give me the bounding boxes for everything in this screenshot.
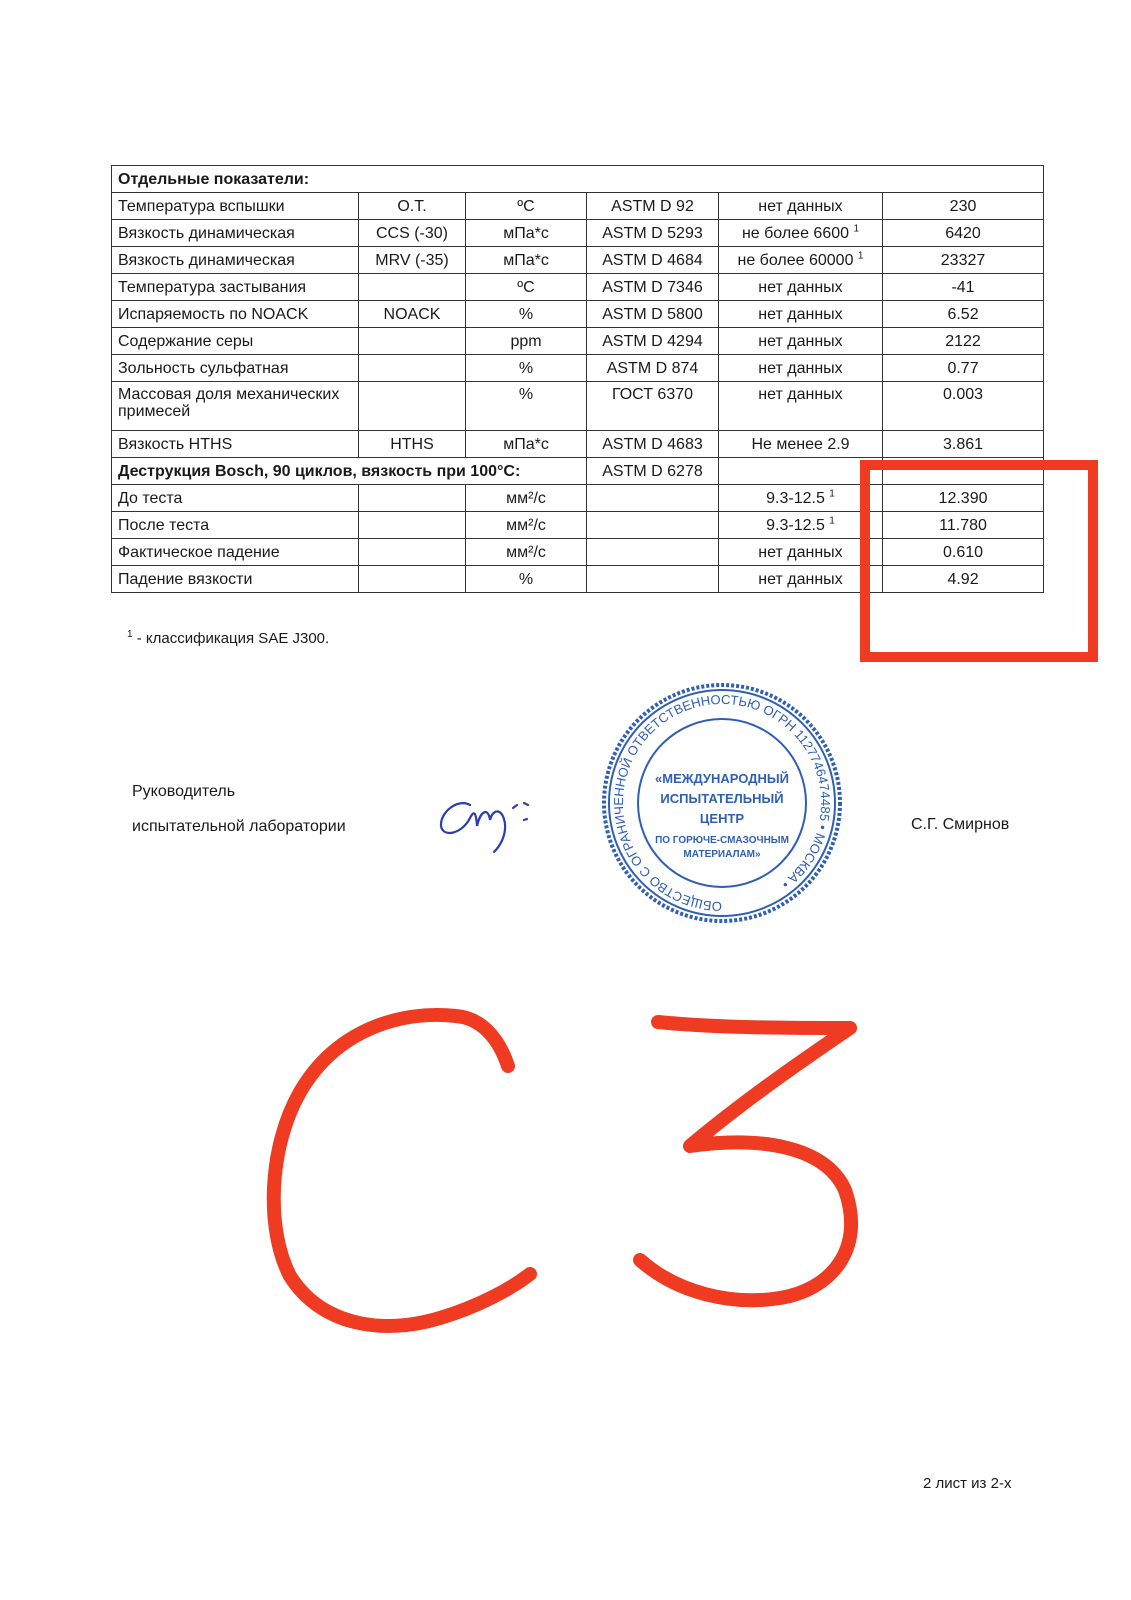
norm-text: нет данных [758, 386, 843, 403]
norm-text: 9.3-12.5 [766, 516, 825, 534]
norm-text: Не менее 2.9 [751, 435, 850, 453]
cell-method: CCS (-30) [359, 220, 466, 247]
signature-mark [441, 803, 528, 852]
cell-unit: мПа*с [466, 431, 587, 458]
letter-c-stroke [274, 1015, 530, 1326]
cell-parameter: Температура вспышки [112, 193, 359, 220]
section-title: Деструкция Bosch, 90 циклов, вязкость при 100°С: [112, 458, 587, 485]
norm-footnote-mark: 1 [829, 488, 835, 500]
cell-parameter: Зольность сульфатная [112, 355, 359, 382]
cell-value: 11.780 [883, 512, 1044, 539]
cell-unit: % [466, 566, 587, 593]
cell-standard: ASTM D 7346 [587, 274, 719, 301]
cell-value: 0.610 [883, 539, 1044, 566]
cell-value: 3.861 [883, 431, 1044, 458]
cell-parameter: Испаряемость по NOACK [112, 301, 359, 328]
section-title: Отдельные показатели: [112, 166, 1044, 193]
cell-unit: мм²/с [466, 485, 587, 512]
company-stamp [604, 685, 840, 921]
cell-value: 230 [883, 193, 1044, 220]
cell-unit: ppm [466, 328, 587, 355]
norm-text: нет данных [758, 570, 843, 588]
cell-value: 0.003 [883, 382, 1044, 431]
cell-method: О.Т. [359, 193, 466, 220]
cell-parameter: До теста [112, 485, 359, 512]
digit-3-stroke [640, 1022, 851, 1300]
norm-footnote-mark: 1 [857, 250, 864, 262]
norm-footnote-mark: 1 [829, 515, 835, 527]
cell-unit: мПа*с [466, 247, 587, 274]
cell-parameter: Массовая доля механических примесей [112, 382, 359, 431]
cell-standard: ASTM D 4683 [587, 431, 719, 458]
cell-standard: ASTM D 4684 [587, 247, 719, 274]
norm-text: нет данных [758, 332, 843, 350]
signer-name: С.Г. Смирнов [911, 816, 1010, 833]
stamp-center-text: ИСПЫТАТЕЛЬНЫЙ [660, 791, 784, 806]
cell-value: 2122 [883, 328, 1044, 355]
page-number: 2 лист из 2-х [923, 1475, 1012, 1492]
norm-text: нет данных [758, 543, 843, 561]
stamp-center-text: «МЕЖДУНАРОДНЫЙ [655, 771, 789, 786]
cell-unit: ºС [466, 193, 587, 220]
cell-parameter: Вязкость HTHS [112, 431, 359, 458]
cell-unit: % [466, 355, 587, 382]
stamp-outer-text: ОБЩЕСТВО С ОГРАНИЧЕННОЙ ОТВЕТСТВЕННОСТЬЮ ОГРН 1127746474485 • МОСКВА • [610, 691, 834, 915]
stamp-center-text: ЦЕНТР [699, 811, 745, 826]
cell-parameter: Содержание серы [112, 328, 359, 355]
cell-unit: мм²/с [466, 539, 587, 566]
stamp-center-text: МАТЕРИАЛАМ» [683, 849, 761, 860]
cell-standard: ASTM D 92 [587, 193, 719, 220]
norm-text: нет данных [758, 278, 843, 296]
norm-text: нет данных [758, 359, 843, 377]
cell-value: 0.77 [883, 355, 1044, 382]
cell-parameter: Вязкость динамическая [112, 247, 359, 274]
norm-text: 9.3-12.5 [766, 489, 825, 507]
handwritten-annotation-c3 [274, 1015, 851, 1326]
cell-standard: ASTM D 874 [587, 355, 719, 382]
signer-role-line2: испытательной лаборатории [132, 818, 346, 835]
cell-parameter: Падение вязкости [112, 566, 359, 593]
footnote-text: - классификация SAE J300. [132, 630, 330, 647]
signer-role-line1: Руководитель [132, 783, 236, 800]
cell-unit: ºС [466, 274, 587, 301]
cell-method: MRV (-35) [359, 247, 466, 274]
cell-standard: ASTM D 5293 [587, 220, 719, 247]
cell-method: HTHS [359, 431, 466, 458]
footnote-mark: 1 [127, 629, 133, 640]
cell-standard: ГОСТ 6370 [587, 382, 719, 431]
cell-value: 12.390 [883, 485, 1044, 512]
highlight-box [865, 465, 1093, 657]
norm-text: не более 60000 [737, 251, 854, 269]
cell-value: 23327 [883, 247, 1044, 274]
cell-standard: ASTM D 4294 [587, 328, 719, 355]
norm-text: нет данных [758, 197, 843, 215]
norm-footnote-mark: 1 [853, 223, 860, 235]
cell-value: 6.52 [883, 301, 1044, 328]
cell-standard: ASTM D 5800 [587, 301, 719, 328]
cell-unit: % [466, 382, 587, 431]
stamp-center-text: ПО ГОРЮЧЕ-СМАЗОЧНЫМ [655, 835, 789, 846]
cell-parameter: После теста [112, 512, 359, 539]
cell-unit: % [466, 301, 587, 328]
cell-standard: ASTM D 6278 [587, 458, 719, 485]
cell-unit: мм²/с [466, 512, 587, 539]
cell-value: 4.92 [883, 566, 1044, 593]
norm-text: нет данных [758, 305, 843, 323]
cell-value: -41 [883, 274, 1044, 301]
cell-parameter: Вязкость динамическая [112, 220, 359, 247]
cell-parameter: Температура застывания [112, 274, 359, 301]
cell-value: 6420 [883, 220, 1044, 247]
cell-unit: мПа*с [466, 220, 587, 247]
cell-method: NOACK [359, 301, 466, 328]
norm-text: не более 6600 [741, 224, 850, 242]
cell-parameter: Фактическое падение [112, 539, 359, 566]
